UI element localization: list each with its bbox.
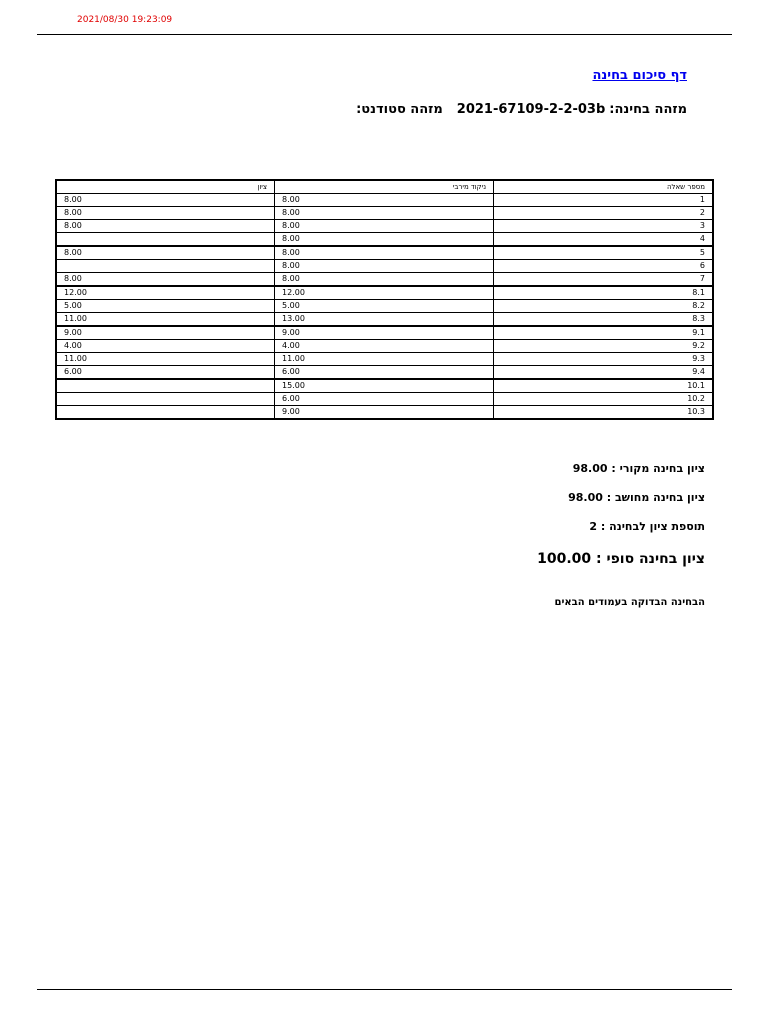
score-cell: 8.00: [56, 207, 275, 220]
bonus-line: [305, 520, 705, 549]
exam-id-value: 2021-67109-2-2-03b: [456, 102, 606, 117]
question-number-cell: 9.1: [494, 326, 714, 340]
score-cell: 8.00: [56, 273, 275, 287]
header-score: ציון: [56, 180, 275, 194]
question-number-cell: 8.2: [494, 300, 714, 313]
table-row: [56, 366, 713, 380]
max-points-cell: 8.00: [275, 260, 494, 273]
table-row: [56, 260, 713, 273]
score-cell: 9.00: [56, 326, 275, 340]
score-cell: 5.00: [56, 300, 275, 313]
table-header-row: [56, 180, 713, 194]
score-cell: 11.00: [56, 353, 275, 366]
grades-table-body: [56, 194, 713, 420]
final-grade-label: ציון בחינה סופי :: [596, 551, 705, 567]
table-row: [56, 379, 713, 393]
table-row: [56, 220, 713, 233]
original-grade-label: ציון בחינה מקורי :: [611, 462, 705, 475]
question-number-cell: 9.4: [494, 366, 714, 380]
max-points-cell: 4.00: [275, 340, 494, 353]
max-points-cell: 8.00: [275, 207, 494, 220]
table-row: [56, 246, 713, 260]
page-title-link[interactable]: דף סיכום בחינה: [592, 68, 687, 83]
table-row: [56, 207, 713, 220]
table-row: [56, 194, 713, 207]
max-points-cell: 8.00: [275, 194, 494, 207]
totals-section: [305, 462, 705, 626]
score-cell: 8.00: [56, 220, 275, 233]
score-cell: [56, 393, 275, 406]
max-points-cell: 5.00: [275, 300, 494, 313]
question-number-cell: 5: [494, 246, 714, 260]
max-points-cell: 12.00: [275, 286, 494, 300]
table-row: [56, 406, 713, 420]
table-row: [56, 273, 713, 287]
max-points-cell: 9.00: [275, 326, 494, 340]
max-points-cell: 6.00: [275, 393, 494, 406]
header-divider: [37, 34, 732, 35]
score-cell: 11.00: [56, 313, 275, 327]
question-number-cell: 10.2: [494, 393, 714, 406]
question-number-cell: 8.1: [494, 286, 714, 300]
max-points-cell: 15.00: [275, 379, 494, 393]
question-number-cell: 9.3: [494, 353, 714, 366]
score-cell: [56, 233, 275, 247]
question-number-cell: 8.3: [494, 313, 714, 327]
max-points-cell: 9.00: [275, 406, 494, 420]
footer-divider: [37, 989, 732, 990]
score-cell: 4.00: [56, 340, 275, 353]
grades-table: [55, 179, 714, 420]
table-row: [56, 393, 713, 406]
computed-grade-label: ציון בחינה מחושב :: [606, 491, 705, 504]
table-row: [56, 313, 713, 327]
max-points-cell: 11.00: [275, 353, 494, 366]
score-cell: 6.00: [56, 366, 275, 380]
header-question-number: מספר שאלה: [494, 180, 714, 194]
score-cell: [56, 406, 275, 420]
max-points-cell: 8.00: [275, 233, 494, 247]
original-grade-line: [305, 462, 705, 491]
table-row: [56, 353, 713, 366]
table-row: [56, 340, 713, 353]
table-row: [56, 286, 713, 300]
bonus-value: 2: [589, 520, 598, 533]
question-number-cell: 10.1: [494, 379, 714, 393]
question-number-cell: 9.2: [494, 340, 714, 353]
score-cell: 8.00: [56, 246, 275, 260]
computed-grade-value: 98.00: [568, 491, 603, 504]
exam-id-label: מזהה בחינה:: [609, 102, 687, 117]
table-row: [56, 326, 713, 340]
question-number-cell: 2: [494, 207, 714, 220]
student-id-label: מזהה סטודנט:: [356, 102, 443, 117]
computed-grade-line: [305, 491, 705, 520]
question-number-cell: 4: [494, 233, 714, 247]
max-points-cell: 8.00: [275, 273, 494, 287]
question-number-cell: 7: [494, 273, 714, 287]
original-grade-value: 98.00: [572, 462, 608, 475]
question-number-cell: 3: [494, 220, 714, 233]
max-points-cell: 8.00: [275, 220, 494, 233]
bonus-label: תוספת ציון לבחינה :: [600, 520, 705, 533]
max-points-cell: 6.00: [275, 366, 494, 380]
question-number-cell: 10.3: [494, 406, 714, 420]
score-cell: 8.00: [56, 194, 275, 207]
question-number-cell: 6: [494, 260, 714, 273]
print-timestamp: 2021/08/30 19:23:09: [77, 15, 173, 25]
table-row: [56, 300, 713, 313]
max-points-cell: 13.00: [275, 313, 494, 327]
checked-exam-note: הבחינה הבדוקה בעמודים הבאים: [554, 597, 705, 608]
final-grade-line: [305, 551, 705, 597]
max-points-cell: 8.00: [275, 246, 494, 260]
score-cell: [56, 260, 275, 273]
score-cell: 12.00: [56, 286, 275, 300]
question-number-cell: 1: [494, 194, 714, 207]
header-max-points: ניקוד מירבי: [275, 180, 494, 194]
table-row: [56, 233, 713, 247]
score-cell: [56, 379, 275, 393]
exam-identifiers: [356, 102, 687, 117]
final-grade-value: 100.00: [537, 551, 592, 567]
